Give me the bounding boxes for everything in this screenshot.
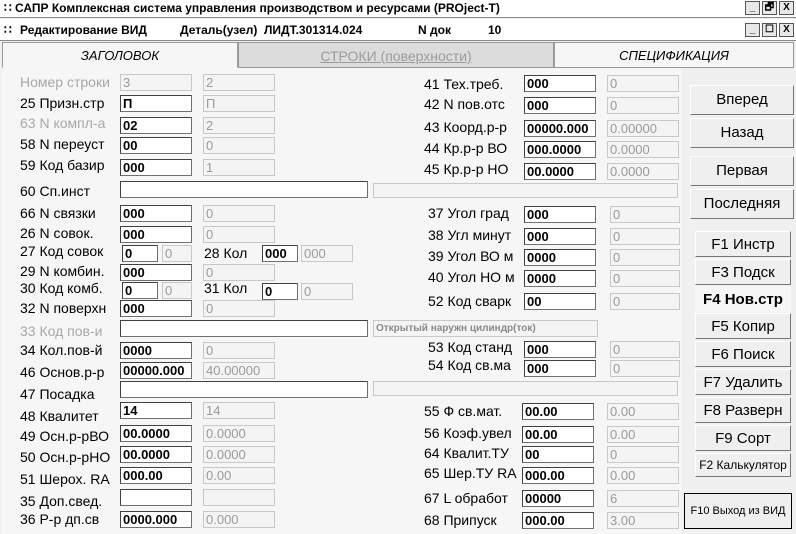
f47-input[interactable] [120, 381, 368, 398]
f36-prev: 0.000 [203, 511, 275, 528]
f54-label: 54 Код св.ма [428, 357, 511, 373]
f53-prev: 0 [610, 341, 680, 358]
f3-hint-button[interactable]: F3 Подск [695, 259, 791, 285]
f46-input[interactable]: 00000.000 [120, 362, 192, 379]
f37-prev: 0 [610, 206, 680, 223]
f32-input[interactable]: 000 [120, 300, 192, 317]
f27-label: 27 Код совок [20, 243, 104, 259]
f26-prev: 0 [203, 226, 275, 243]
f40-input[interactable]: 0000 [524, 270, 596, 287]
f42-input[interactable]: 000 [524, 97, 596, 114]
f32-label: 32 N поверхн [20, 300, 107, 316]
f50-prev: 0.0000 [203, 446, 275, 463]
detail-value: ЛИДТ.301314.024 [264, 23, 363, 37]
f10-exit-button[interactable]: F10 Выход из ВИД [684, 493, 792, 529]
f58-label: 58 N переуст [20, 136, 105, 152]
window-title: САПР Комплексная система управления производством и ресурсами (PROject-T) [14, 1, 500, 15]
f45-prev: 0.0000 [607, 163, 679, 180]
back-button[interactable]: Назад [690, 118, 794, 148]
f63-label: 63 N компл-а [20, 115, 106, 131]
f54-prev: 0 [610, 360, 680, 377]
f34-label: 34 Кол.пов-й [20, 342, 103, 358]
f33-input[interactable] [120, 320, 368, 337]
f45-input[interactable]: 00.0000 [524, 163, 596, 180]
subwindow-title-bar [0, 19, 796, 41]
f34-prev: 0 [203, 342, 275, 359]
f39-label: 39 Угол ВО м [428, 248, 514, 264]
f63-input[interactable]: 02 [120, 117, 192, 134]
f46-label: 46 Основ.р-р [20, 364, 105, 380]
f30-label: 30 Код комб. [20, 280, 103, 296]
f44-input[interactable]: 000.0000 [524, 141, 596, 158]
f27-input[interactable]: 0 [122, 245, 158, 262]
sub-maximize-button[interactable]: ☐ [762, 23, 777, 37]
f25-input[interactable]: П [120, 95, 192, 112]
f52-input[interactable]: 00 [524, 293, 596, 310]
f38-prev: 0 [610, 228, 680, 245]
f48-label: 48 Квалитет [20, 408, 99, 424]
f44-prev: 0.0000 [607, 141, 679, 158]
f56-label: 56 Коэф.увел [424, 425, 512, 441]
minimize-button[interactable]: _ [745, 1, 760, 15]
close-button[interactable]: X [779, 1, 794, 15]
f5-copy-button[interactable]: F5 Копир [695, 313, 791, 339]
f51-label: 51 Шерох. RA [20, 471, 110, 487]
tab-specification[interactable]: СПЕЦИФИКАЦИЯ [554, 42, 794, 68]
f28-prev: 000 [301, 245, 353, 262]
f27-prev: 0 [162, 245, 192, 262]
f38-input[interactable]: 000 [524, 228, 596, 245]
f49-input[interactable]: 00.0000 [120, 425, 192, 442]
f56-input[interactable]: 00.00 [522, 426, 594, 443]
f36-input[interactable]: 0000.000 [120, 511, 192, 528]
window-title-bar [0, 0, 796, 18]
f58-input[interactable]: 00 [120, 137, 192, 154]
f37-label: 37 Угол град [428, 205, 509, 221]
f68-label: 68 Припуск [424, 512, 497, 528]
line-no-prev: 2 [203, 74, 275, 91]
f25-prev: П [203, 95, 275, 112]
f31-label: 31 Кол [204, 280, 248, 296]
f29-input[interactable]: 000 [120, 264, 192, 281]
f48-input[interactable]: 14 [120, 402, 192, 419]
f64-label: 64 Квалит.ТУ [424, 445, 509, 461]
f26-label: 26 N совок. [20, 225, 94, 241]
f68-input[interactable]: 000.00 [522, 512, 594, 529]
f59-label: 59 Код базир [20, 157, 105, 173]
f30-input[interactable]: 0 [122, 282, 158, 299]
f66-input[interactable]: 000 [120, 205, 192, 222]
f41-label: 41 Тех.треб. [424, 76, 504, 92]
f39-prev: 0 [610, 249, 680, 266]
f41-input[interactable]: 000 [524, 75, 596, 92]
f39-input[interactable]: 0000 [524, 249, 596, 266]
f66-label: 66 N связки [20, 205, 96, 221]
f42-prev: 0 [607, 97, 679, 114]
f43-prev: 0.00000 [607, 120, 679, 137]
f64-prev: 0 [607, 446, 679, 463]
f33-prev: Открытый наружн цилиндр(ток) [373, 320, 598, 337]
f54-input[interactable]: 000 [524, 360, 596, 377]
f32-prev: 0 [203, 300, 275, 317]
f53-label: 53 Код станд [428, 339, 513, 355]
f56-prev: 0.00 [607, 426, 679, 443]
f29-prev: 0 [203, 264, 275, 281]
f65-prev: 0.00 [607, 467, 679, 484]
f43-input[interactable]: 00000.000 [524, 120, 596, 137]
f60-prev [373, 183, 678, 198]
f48-prev: 14 [203, 402, 275, 419]
f52-label: 52 Код сварк [428, 293, 512, 309]
f58-prev: 0 [203, 137, 275, 154]
f67-input[interactable]: 00000 [522, 490, 594, 507]
f44-label: 44 Кр.р-р ВО [424, 140, 508, 156]
f25-label: 25 Призн.стр [20, 95, 105, 111]
ndoc-value: 10 [488, 23, 502, 37]
ndoc-label: N док [418, 23, 451, 37]
f50-label: 50 Осн.р-рНО [20, 449, 111, 465]
sub-minimize-button[interactable]: _ [745, 23, 760, 37]
f52-prev: 0 [610, 293, 680, 310]
subwindow-icon: ∷ [4, 23, 12, 37]
f26-input[interactable]: 000 [120, 226, 192, 243]
f30-prev: 0 [162, 282, 192, 299]
f53-input[interactable]: 000 [524, 341, 596, 358]
f2-calculator-button[interactable]: F2 Калькулятор [695, 453, 791, 477]
f63-prev: 2 [203, 117, 275, 134]
f9-sort-button[interactable]: F9 Сорт [695, 425, 791, 451]
last-button[interactable]: Последняя [690, 189, 794, 219]
f6-search-button[interactable]: F6 Поиск [695, 341, 791, 367]
f38-label: 38 Угл минут [428, 227, 512, 243]
f29-label: 29 N комбин. [20, 263, 105, 279]
f67-label: 67 L обработ [424, 490, 508, 506]
tab-header[interactable]: ЗАГОЛОВОК [2, 42, 238, 68]
f45-label: 45 Кр.р-р НО [424, 161, 509, 177]
f33-label: 33 Код пов-и [20, 323, 103, 339]
f37-input[interactable]: 000 [524, 206, 596, 223]
f28-label: 28 Кол [204, 245, 248, 261]
tab-lines[interactable]: СТРОКИ (поверхности) [238, 42, 554, 68]
f66-prev: 0 [203, 205, 275, 222]
f41-prev: 0 [607, 75, 679, 92]
f51-input[interactable]: 000.00 [120, 467, 192, 484]
app-icon: ∷ [4, 1, 12, 15]
f65-label: 65 Шер.ТУ RA [424, 465, 517, 481]
f60-input[interactable] [120, 181, 368, 198]
f35-input[interactable] [120, 489, 192, 506]
f59-input[interactable]: 000 [120, 159, 192, 176]
line-no-input: 3 [120, 74, 192, 91]
f42-label: 42 N пов.отс [424, 96, 505, 112]
f35-label: 35 Доп.свед. [20, 493, 103, 509]
f60-label: 60 Сп.инст [20, 183, 91, 199]
f7-delete-button[interactable]: F7 Удалить [695, 369, 791, 395]
f40-prev: 0 [610, 270, 680, 287]
f64-input[interactable]: 00 [522, 446, 594, 463]
f31-input[interactable]: 0 [262, 283, 298, 300]
detail-label: Деталь(узел) [180, 23, 258, 37]
f34-input[interactable]: 0000 [120, 342, 192, 359]
restore-button[interactable]: 🗗 [762, 1, 777, 15]
f28-input[interactable]: 000 [262, 245, 298, 262]
f43-label: 43 Коорд.р-р [424, 119, 507, 135]
f65-input[interactable]: 000.00 [522, 467, 594, 484]
sub-close-button[interactable]: X [779, 23, 794, 37]
f36-label: 36 Р-р дп.св [20, 511, 100, 527]
f1-tools-button[interactable]: F1 Инстр [695, 231, 791, 257]
f50-input[interactable]: 00.0000 [120, 446, 192, 463]
f40-label: 40 Угол НО м [428, 269, 515, 285]
subwindow-title: Редактирование ВИД [20, 23, 147, 37]
f31-prev: 0 [301, 283, 353, 300]
f51-prev: 0.00 [203, 467, 275, 484]
f8-expand-button[interactable]: F8 Разверн [695, 397, 791, 423]
f47-prev [373, 381, 678, 396]
f49-prev: 0.0000 [203, 425, 275, 442]
f4-new-line-button[interactable]: F4 Нов.стр [695, 286, 791, 312]
f35-prev [203, 489, 275, 506]
f46-prev: 40.00000 [203, 362, 275, 379]
line-no-label: Номер строки [20, 74, 110, 90]
f55-prev: 0.00 [607, 403, 679, 420]
f59-prev: 1 [203, 159, 275, 176]
first-button[interactable]: Первая [690, 156, 794, 186]
f67-prev: 6 [607, 490, 679, 507]
f55-input[interactable]: 00.00 [522, 403, 594, 420]
f47-label: 47 Посадка [20, 386, 95, 402]
f49-label: 49 Осн.р-рВО [20, 428, 109, 444]
forward-button[interactable]: Вперед [690, 85, 794, 115]
f55-label: 55 Ф св.мат. [424, 403, 503, 419]
f68-prev: 3.00 [607, 512, 679, 529]
